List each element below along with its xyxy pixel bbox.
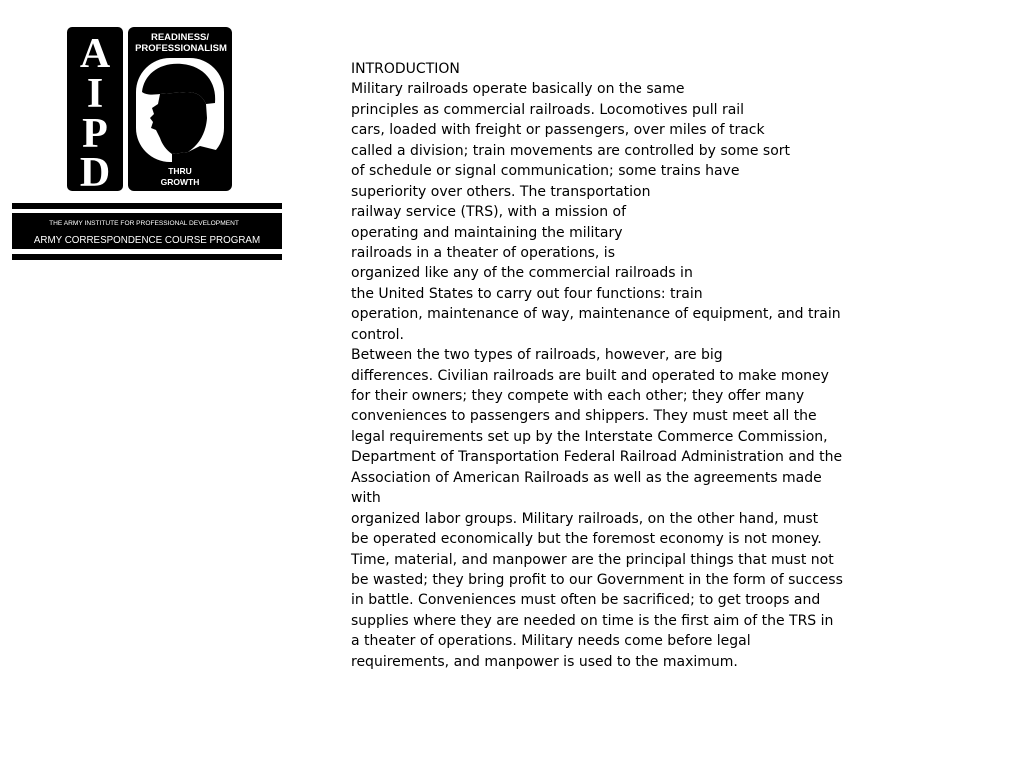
text-line: of schedule or signal communication; some trains have (351, 163, 740, 180)
aipd-logo (0, 0, 300, 280)
logo-motto-thru: THRU (168, 166, 192, 176)
text-line: in battle. Conveniences must often be sacrificed; to get troops and (351, 592, 821, 609)
text-line: for their owners; they compete with each other; they offer many (351, 388, 805, 404)
text-line: Between the two types of railroads, however, are big (351, 347, 723, 364)
text-line: legal requirements set up by the Interstate Commerce Commission, (351, 428, 828, 445)
text-line: the United States to carry out four functions: train (351, 285, 703, 302)
text-line: called a division; train movements are controlled by some sort (351, 142, 791, 159)
text-line: Military railroads operate basically on the same (351, 81, 685, 98)
section-heading: INTRODUCTION (351, 61, 460, 77)
text-line: requirements, and manpower is used to the maximum. (351, 653, 738, 670)
logo-bottom-rule (12, 254, 282, 260)
text-line: Time, material, and manpower are the principal things that must not (351, 551, 834, 568)
logo-motto-growth: GROWTH (160, 177, 200, 187)
text-line: be operated economically but the foremost economy is not money. (351, 531, 822, 548)
text-line: Department of Transportation Federal Railroad Administration and the (351, 449, 843, 466)
text-line: be wasted; they bring profit to our Government in the form of success (351, 571, 843, 588)
text-line: railroads in a theater of operations, is (351, 244, 615, 261)
text-line: with (351, 490, 381, 507)
text-line: operating and maintaining the military (351, 224, 623, 241)
text-line: superiority over others. The transportation (351, 183, 651, 200)
logo-top-rule (12, 203, 282, 209)
text-line: principles as commercial railroads. Locomotives pull rail (351, 101, 745, 118)
text-line: organized like any of the commercial railroads in (351, 265, 693, 282)
logo-institute-name: THE ARMY INSTITUTE FOR PROFESSIONAL DEVELOPMENT (49, 220, 239, 227)
text-line: cars, loaded with freight or passengers, over miles of track (351, 122, 765, 139)
text-line: organized labor groups. Military railroads, on the other hand, must (351, 510, 819, 527)
text-line: a theater of operations. Military needs come before legal (351, 633, 751, 650)
text-line: Association of American Railroads as well as the agreements made (351, 469, 822, 486)
logo-motto-professionalism: PROFESSIONALISM (135, 43, 227, 54)
logo-letter-a: A (79, 31, 111, 77)
logo-motto-readiness: READINESS/ (150, 32, 210, 43)
logo-letter-p: P (82, 111, 108, 157)
text-line: supplies where they are needed on time is the first aim of the TRS in (351, 612, 834, 629)
text-line: differences. Civilian railroads are built and operated to make money (351, 367, 829, 384)
text-line: conveniences to passengers and shippers. They must meet all the (351, 408, 817, 425)
introduction-text (351, 59, 911, 672)
text-line: control. (351, 326, 404, 343)
text-line: railway service (TRS), with a mission of (351, 204, 627, 221)
logo-letter-i: I (86, 71, 104, 117)
logo-program-name: ARMY CORRESPONDENCE COURSE PROGRAM (33, 235, 261, 246)
logo-letter-d: D (79, 150, 111, 196)
text-line: operation, maintenance of way, maintenance of equipment, and train (351, 306, 841, 323)
